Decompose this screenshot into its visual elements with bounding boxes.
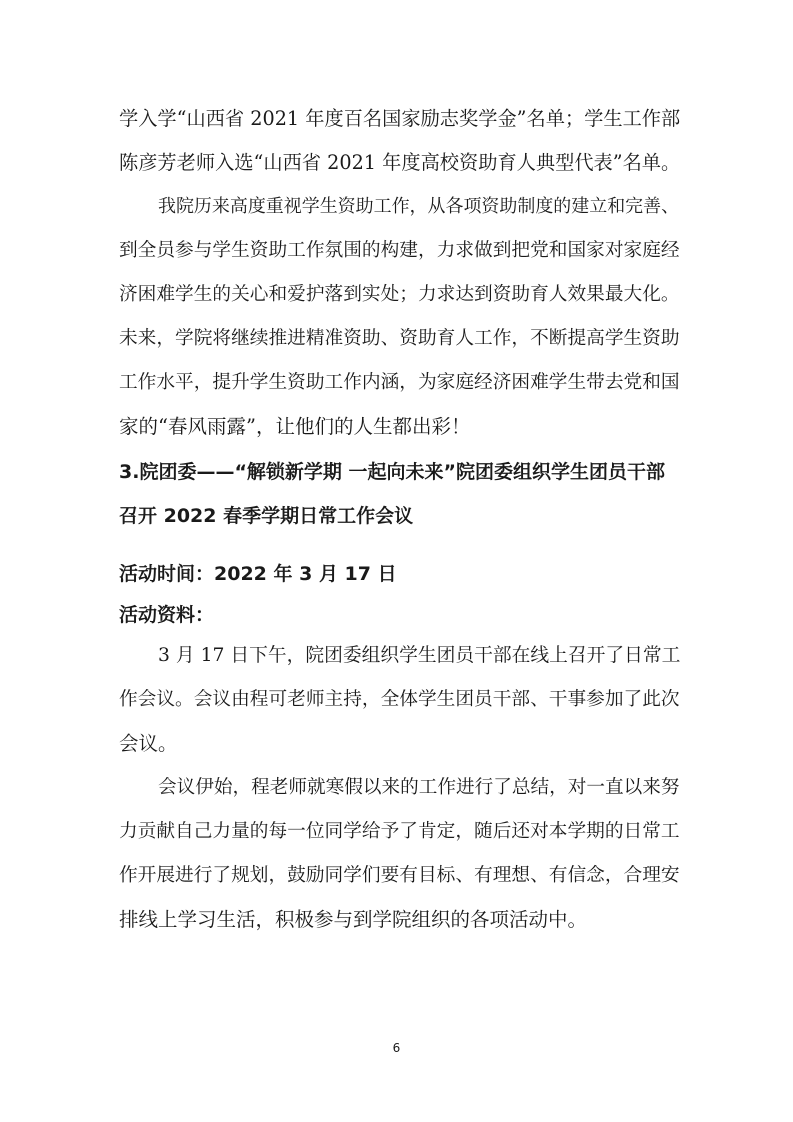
page-number: 6 (392, 1041, 401, 1055)
text-line: 作开展进行了规划，鼓励同学们要有目标、有理想、有信念，合理安 (119, 865, 680, 886)
text-line: 我院历来高度重视学生资助工作，从各项资助制度的建立和完善、 (158, 196, 680, 217)
text-line: 3 月 17 日下午，院团委组织学生团员干部在线上召开了日常工 (158, 645, 681, 666)
text-line: 学入学“山西省 2021 年度百名国家励志奖学金”名单；学生工作部 (119, 107, 681, 130)
text-line: 济困难学生的关心和爱护落到实处；力求达到资助育人效果最大化。 (119, 284, 680, 305)
text-line: 会议。 (119, 732, 178, 755)
heading-line: 3.院团委——“解锁新学期 一起向未来”院团委组织学生团员干部 (119, 461, 666, 483)
activity-materials-label: 活动资料： (119, 604, 215, 626)
text-line: 到全员参与学生资助工作氛围的构建，力求做到把党和国家对家庭经 (119, 240, 680, 261)
activity-time: 活动时间：2022 年 3 月 17 日 (119, 563, 397, 585)
text-line: 未来，学院将继续推进精准资助、资助育人工作，不断提高学生资助 (119, 328, 680, 349)
text-line: 会议伊始，程老师就寒假以来的工作进行了总结，对一直以来努 (158, 777, 680, 798)
text-line: 排线上学习生活，积极参与到学院组织的各项活动中。 (119, 908, 588, 931)
heading-line: 召开 2022 春季学期日常工作会议 (119, 505, 414, 527)
text-line: 作会议。会议由程可老师主持，全体学生团员干部、干事参加了此次 (119, 689, 680, 710)
text-line: 工作水平，提升学生资助工作内涵，为家庭经济困难学生带去党和国 (119, 372, 680, 393)
text-line: 陈彦芳老师入选“山西省 2021 年度高校资助育人典型代表”名单。 (119, 151, 681, 174)
text-line: 力贡献自己力量的每一位同学给予了肯定，随后还对本学期的日常工 (119, 821, 680, 842)
text-line: 家的“春风雨露”，让他们的人生都出彩！ (119, 415, 471, 438)
